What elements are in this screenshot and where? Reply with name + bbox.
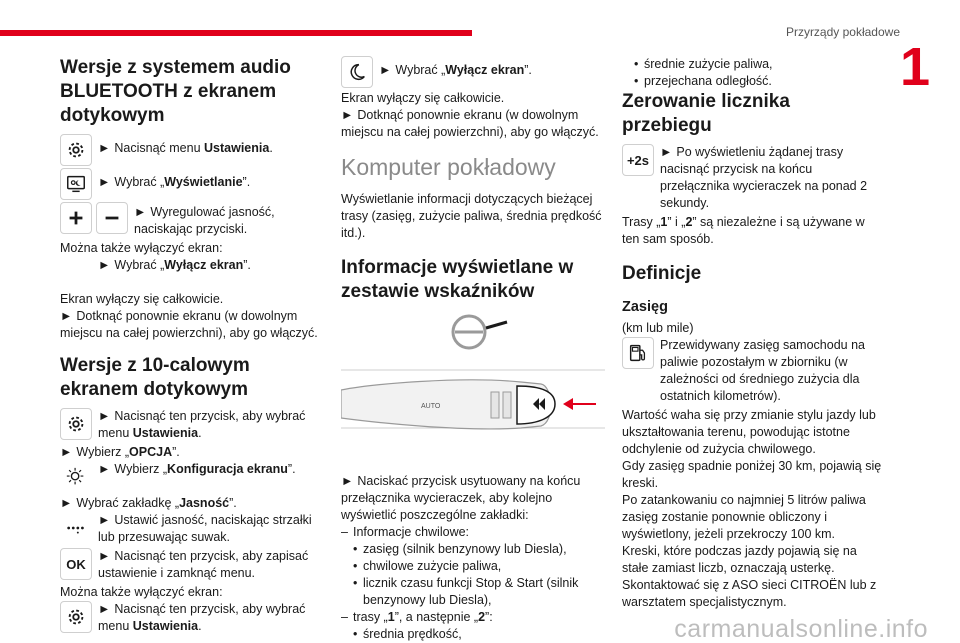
text-range-fault: Kreski, które podczas jazdy pojawią się na stałe zamiast liczb, oznaczają usterkę.	[622, 544, 857, 575]
text-select-option: ► Wybierz „OPCJA”.	[60, 445, 180, 459]
list-item: • średnia prędkość,	[353, 626, 605, 643]
header-red-bar	[0, 30, 472, 36]
heading-instrument-info: Informacje wyświetlane w zestawie wskaźników	[341, 257, 574, 302]
step-10-settings: ► Nacisnąć ten przycisk, aby wybrać menu Ustawienia.	[60, 408, 322, 442]
text-brightness-tab: ► Wybrać zakładkę „Jasność”.	[60, 496, 237, 510]
step-range: Przewidywany zasięg samochodu na paliwie pozostałym w zbiorniku (w zależności od średniego zużycia dla ostatnich kilometrów).	[622, 337, 884, 405]
text-units: (km lub mile)	[622, 321, 694, 335]
list-item: • zasięg (silnik benzynowy lub Diesla),	[353, 541, 605, 558]
step-10-settings-2: ► Nacisnąć ten przycisk, aby wybrać menu Ustawienia.	[60, 601, 322, 635]
moon-icon	[341, 56, 373, 88]
step-slider: ► Ustawić jasność, naciskając strzałki lub przesuwając suwak.	[60, 512, 322, 546]
display-brightness-icon	[60, 168, 92, 200]
step-reset: +2s ► Po wyświetleniu żądanej trasy nacisnąć przycisk na końcu przełącznika wycieraczek na ponad 2 sekundy.	[622, 144, 884, 212]
text-screen-off-intro: Można także wyłączyć ekran:	[60, 241, 223, 255]
step-screen-config: ► Wybierz „Konfiguracja ekranu”.	[60, 461, 322, 493]
brightness-sun-icon	[60, 461, 92, 493]
step-display-menu: ► Wybrać „Wyświetlanie”.	[60, 168, 322, 200]
heading-trip-computer: Komputer pokładowy	[341, 154, 556, 180]
text-trip-computer-intro: Wyświetlanie informacji dotyczących bieżącej trasy (zasięg, zużycie paliwa, średnia prędkość itd.).	[341, 192, 602, 240]
text-range-dashes: Gdy zasięg spadnie poniżej 30 km, pojawią się kreski.	[622, 459, 882, 490]
text-range-variation: Wartość waha się przy zmianie stylu jazdy lub ukształtowania terenu, powodując istotne odchylenie od zużycia chwilowego.	[622, 408, 876, 456]
plus-2s-icon: +2s	[622, 144, 654, 176]
column-3	[622, 56, 884, 611]
instant-info-list	[341, 541, 605, 609]
list-item: • chwilowe zużycie paliwa,	[353, 558, 605, 575]
step-screen-off: ► Wybrać „Wyłącz ekran”.	[60, 257, 322, 289]
text-range-recalc: Po zatankowaniu co najmniej 5 litrów paliwa zasięg zostanie ponownie obliczony i wyświetlony, jeżeli przekroczy 100 km.	[622, 493, 866, 541]
text-trips-independent: Trasy „1” i „2” są niezależne i są używane w ten sam sposób.	[622, 215, 865, 246]
ok-button-icon: OK	[60, 548, 92, 580]
heading-10-inch: Wersje z 10-calowym ekranem dotykowym	[60, 355, 250, 400]
plus-icon	[60, 202, 92, 234]
spacer-icon	[60, 257, 92, 289]
column-1	[60, 56, 322, 637]
svg-text:AUTO: AUTO	[421, 403, 441, 410]
settings-gear-icon	[60, 134, 92, 166]
step-screen-off-10: ► Wybrać „Wyłącz ekran”.	[341, 56, 605, 88]
slider-dots-icon	[60, 512, 92, 544]
wiper-stalk-illustration	[341, 310, 605, 460]
heading-audio-bluetooth: Wersje z systemem audio BLUETOOTH z ekranem dotykowym	[60, 57, 291, 126]
trip-info-list-cont	[622, 56, 884, 90]
heading-definitions: Definicje	[622, 263, 702, 284]
text-screen-off-result: Ekran wyłączy się całkowicie. ► Dotknąć ponownie ekranu (w dowolnym miejscu na całej powierzchni), aby go włączyć.	[60, 292, 318, 340]
fuel-pump-icon	[622, 337, 654, 369]
text-screen-off-result-2: Ekran wyłączy się całkowicie. ► Dotknąć ponownie ekranu (w dowolnym miejscu na całej powierzchni), aby go włączyć.	[341, 91, 599, 139]
watermark: carmanualsonline.info	[674, 615, 928, 643]
settings-gear-icon	[60, 408, 92, 440]
heading-range: Zasięg	[622, 299, 668, 315]
text-instant-info: – Informacje chwilowe:	[341, 524, 605, 541]
trip-info-list	[341, 626, 605, 643]
text-screen-off-intro-2: Można także wyłączyć ekran:	[60, 585, 223, 599]
text-press-button: ► Naciskać przycisk usytuowany na końcu przełącznika wycieraczek, aby kolejno wyświetlić poszczególne zakładki:	[341, 474, 581, 522]
list-item: • średnie zużycie paliwa,	[634, 56, 884, 73]
list-item: • licznik czasu funkcji Stop & Start (silnik benzynowy lub Diesla),	[353, 575, 605, 609]
minus-icon	[96, 202, 128, 234]
list-item: • przejechana odległość.	[634, 73, 884, 90]
column-2	[341, 56, 605, 643]
steering-wheel-icon	[453, 316, 507, 348]
heading-reset-trip: Zerowanie licznika przebiegu	[622, 91, 790, 136]
text-trips: – trasy „1”, a następnie „2”:	[341, 609, 605, 626]
step-brightness-adjust: ► Wyregulować jasność, naciskając przyciski.	[60, 202, 322, 238]
step-settings-menu: ► Nacisnąć menu Ustawienia.	[60, 134, 322, 166]
running-header: Przyrządy pokładowe	[785, 25, 900, 39]
settings-gear-icon	[60, 601, 92, 633]
step-ok: OK ► Nacisnąć ten przycisk, aby zapisać ustawienie i zamknąć menu.	[60, 548, 322, 582]
red-arrow-indicator	[563, 398, 573, 410]
text-contact-dealer: Skontaktować się z ASO sieci CITROËN lub z warsztatem specjalistycznym.	[622, 578, 877, 609]
chapter-number: 1	[899, 37, 930, 97]
